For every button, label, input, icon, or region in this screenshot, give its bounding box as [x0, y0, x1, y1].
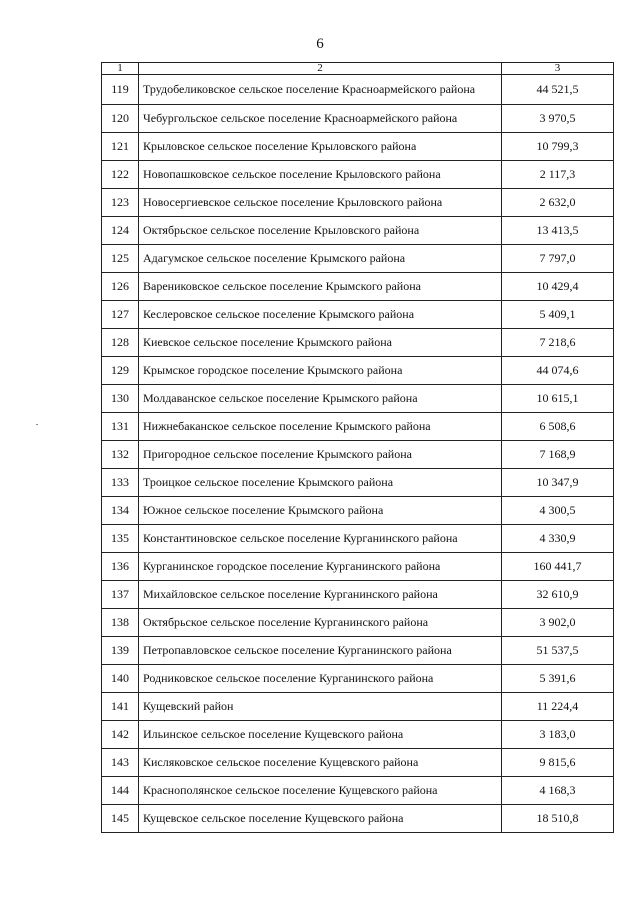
row-number: 137 — [102, 581, 139, 609]
amount-value: 160 441,7 — [502, 553, 614, 581]
row-number: 143 — [102, 749, 139, 777]
amount-value: 3 902,0 — [502, 609, 614, 637]
amount-value: 44 521,5 — [502, 75, 614, 105]
page-number: 6 — [316, 36, 324, 52]
table-row — [102, 357, 614, 385]
settlement-name: Молдаванское сельское поселение Крымского района — [139, 385, 502, 413]
row-number: 125 — [102, 245, 139, 273]
row-number: 142 — [102, 721, 139, 749]
row-number: 124 — [102, 217, 139, 245]
table-row — [102, 329, 614, 357]
table-row — [102, 105, 614, 133]
row-number: 123 — [102, 189, 139, 217]
amount-value: 5 391,6 — [502, 665, 614, 693]
row-number: 145 — [102, 805, 139, 833]
amount-value: 32 610,9 — [502, 581, 614, 609]
table-row — [102, 245, 614, 273]
amount-value: 4 300,5 — [502, 497, 614, 525]
table-row — [102, 441, 614, 469]
settlement-name: Трудобеликовское сельское поселение Красноармейского района — [139, 75, 502, 105]
settlement-name: Ильинское сельское поселение Кущевского района — [139, 721, 502, 749]
settlement-name: Нижнебаканское сельское поселение Крымского района — [139, 413, 502, 441]
row-number: 122 — [102, 161, 139, 189]
settlement-name: Киевское сельское поселение Крымского района — [139, 329, 502, 357]
row-number: 140 — [102, 665, 139, 693]
table-row — [102, 665, 614, 693]
table-row — [102, 273, 614, 301]
settlement-name: Пригородное сельское поселение Крымского района — [139, 441, 502, 469]
settlement-name: Михайловское сельское поселение Курганинского района — [139, 581, 502, 609]
settlement-name: Курганинское городское поселение Курганинского района — [139, 553, 502, 581]
table-row — [102, 721, 614, 749]
settlement-name: Петропавловское сельское поселение Курганинского района — [139, 637, 502, 665]
column-header-3: 3 — [502, 63, 614, 75]
column-header-1: 1 — [102, 63, 139, 75]
amount-value: 7 797,0 — [502, 245, 614, 273]
amount-value: 7 218,6 — [502, 329, 614, 357]
settlement-name: Троицкое сельское поселение Крымского района — [139, 469, 502, 497]
settlement-name: Родниковское сельское поселение Курганинского района — [139, 665, 502, 693]
row-number: 119 — [102, 75, 139, 105]
amount-value: 10 429,4 — [502, 273, 614, 301]
table-row — [102, 75, 614, 105]
amount-value: 4 168,3 — [502, 777, 614, 805]
table-row — [102, 777, 614, 805]
amount-value: 7 168,9 — [502, 441, 614, 469]
settlement-name: Южное сельское поселение Крымского района — [139, 497, 502, 525]
row-number: 126 — [102, 273, 139, 301]
row-number: 136 — [102, 553, 139, 581]
table-row — [102, 581, 614, 609]
row-number: 128 — [102, 329, 139, 357]
amount-value: 2 117,3 — [502, 161, 614, 189]
amount-value: 9 815,6 — [502, 749, 614, 777]
table-row — [102, 385, 614, 413]
data-table — [101, 62, 614, 833]
settlement-name: Краснополянское сельское поселение Кущевского района — [139, 777, 502, 805]
settlement-name: Крымское городское поселение Крымского района — [139, 357, 502, 385]
settlement-name: Адагумское сельское поселение Крымского района — [139, 245, 502, 273]
row-number: 135 — [102, 525, 139, 553]
settlement-name: Кеслеровское сельское поселение Крымского района — [139, 301, 502, 329]
settlement-name: Крыловское сельское поселение Крыловского района — [139, 133, 502, 161]
amount-value: 11 224,4 — [502, 693, 614, 721]
amount-value: 6 508,6 — [502, 413, 614, 441]
amount-value: 4 330,9 — [502, 525, 614, 553]
table-row — [102, 133, 614, 161]
table-row — [102, 637, 614, 665]
row-number: 139 — [102, 637, 139, 665]
settlement-name: Константиновское сельское поселение Курганинского района — [139, 525, 502, 553]
column-header-2: 2 — [139, 63, 502, 75]
table-row — [102, 553, 614, 581]
row-number: 121 — [102, 133, 139, 161]
amount-value: 10 347,9 — [502, 469, 614, 497]
settlement-name: Кущевское сельское поселение Кущевского района — [139, 805, 502, 833]
row-number: 144 — [102, 777, 139, 805]
table-row — [102, 525, 614, 553]
settlement-name: Октябрьское сельское поселение Курганинского района — [139, 609, 502, 637]
amount-value: 13 413,5 — [502, 217, 614, 245]
amount-value: 18 510,8 — [502, 805, 614, 833]
settlement-name: Чебургольское сельское поселение Красноармейского района — [139, 105, 502, 133]
amount-value: 2 632,0 — [502, 189, 614, 217]
row-number: 133 — [102, 469, 139, 497]
table-row — [102, 693, 614, 721]
table-header-row — [102, 63, 614, 75]
table-row — [102, 805, 614, 833]
table-row — [102, 217, 614, 245]
amount-value: 5 409,1 — [502, 301, 614, 329]
table-row — [102, 413, 614, 441]
settlement-name: Новосергиевское сельское поселение Крыловского района — [139, 189, 502, 217]
amount-value: 3 183,0 — [502, 721, 614, 749]
row-number: 141 — [102, 693, 139, 721]
amount-value: 44 074,6 — [502, 357, 614, 385]
settlement-name: Кущевский район — [139, 693, 502, 721]
table-row — [102, 161, 614, 189]
amount-value: 10 799,3 — [502, 133, 614, 161]
table-row — [102, 301, 614, 329]
amount-value: 10 615,1 — [502, 385, 614, 413]
table-row — [102, 469, 614, 497]
row-number: 127 — [102, 301, 139, 329]
amount-value: 3 970,5 — [502, 105, 614, 133]
settlement-name: Кисляковское сельское поселение Кущевского района — [139, 749, 502, 777]
row-number: 129 — [102, 357, 139, 385]
row-number: 120 — [102, 105, 139, 133]
row-number: 138 — [102, 609, 139, 637]
row-number: 134 — [102, 497, 139, 525]
row-number: 131 — [102, 413, 139, 441]
table-row — [102, 609, 614, 637]
table-row — [102, 497, 614, 525]
table-row — [102, 749, 614, 777]
settlement-name: Новопашковское сельское поселение Крыловского района — [139, 161, 502, 189]
settlement-name: Октябрьское сельское поселение Крыловского района — [139, 217, 502, 245]
margin-mark — [36, 424, 38, 425]
settlement-name: Варениковское сельское поселение Крымского района — [139, 273, 502, 301]
row-number: 132 — [102, 441, 139, 469]
amount-value: 51 537,5 — [502, 637, 614, 665]
row-number: 130 — [102, 385, 139, 413]
table-row — [102, 189, 614, 217]
table-body — [102, 75, 614, 833]
